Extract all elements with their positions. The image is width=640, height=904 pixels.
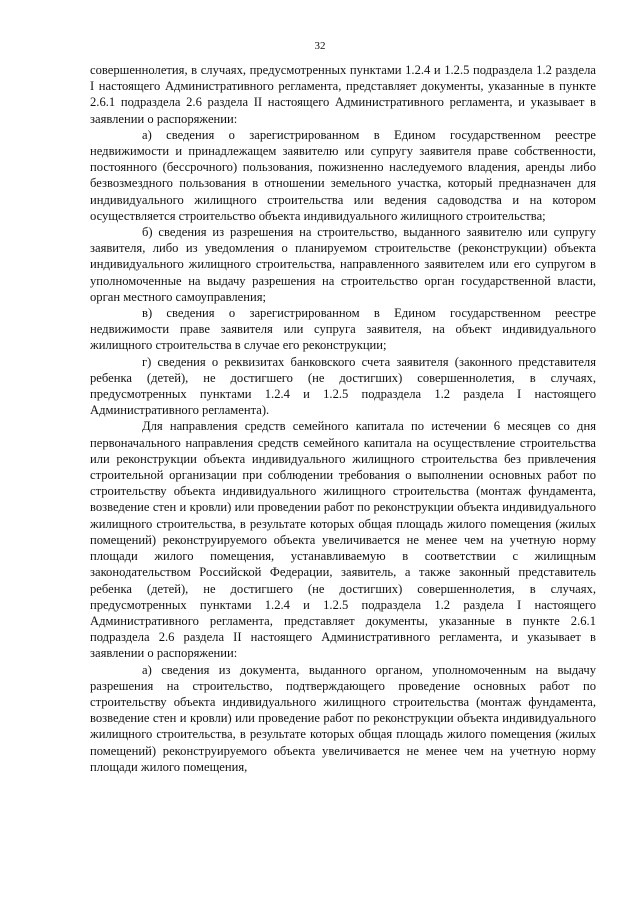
paragraph-second-item-a: а) сведения из документа, выданного органом, уполномоченным на выдачу разрешения на строительство, подтверждающего проведение основных работ по строительству объекта индивидуального жилищного строительства (монтаж фундамента, возведение стен и кровли) или проведение работ по реконструкции объекта индивидуального жилищного строительства, в результате которых общая площадь жилого помещения (жилых помещений) реконструируемого объекта увеличивается не менее чем на учетную норму площади жилого помещения, [90,662,596,774]
paragraph-second-case: Для направления средств семейного капитала по истечении 6 месяцев со дня первоначального направления средств семейного капитала на осуществление строительства или реконструкции объекта индивидуального жилищного строительства без привлечения строительной организации при соблюдении требования о выполнении основных работ по строительству объекта индивидуального жилищного строительства (монтаж фундамента, возведение стен и кровли) или проведении работ по реконструкции объекта индивидуального жилищного строительства, в результате которых общая площадь жилого помещения (жилых помещений) реконструируемого объекта увеличивается не менее чем на учетную норму площади жилого помещения, устанавливаемую в соответствии с жилищным законодательством Российской Федерации, заявитель, а также законный представитель ребенка (детей), не достигшего (не достигших) совершеннолетия, в случаях, предусмотренных пунктами 1.2.4 и 1.2.5 подраздела 1.2 раздела I настоящего Административного регламента, представляет документы, указанные в пункте 2.6.1 подраздела 2.6 раздела II настоящего Административного регламента, и указывает в заявлении о распоряжении: [90,419,596,661]
paragraph-item-a: а) сведения о зарегистрированном в Едином государственном реестре недвижимости и принадлежащем заявителю или супругу заявителя праве собственности, постоянного (бессрочного) пользования, пожизненно наследуемого владения, аренды либо безвозмездного пользования в отношении земельного участка, который предназначен для индивидуального жилищного строительства или ведения садоводства и на котором осуществляется строительство объекта индивидуального жилищного строительства; [90,127,596,223]
paragraph-item-v: в) сведения о зарегистрированном в Едином государственном реестре недвижимости праве заявителя или супруга заявителя, на объект индивидуального жилищного строительства в случае его реконструкции; [90,306,596,353]
page-number: 32 [314,40,326,52]
paragraph-intro-continuation: совершеннолетия, в случаях, предусмотренных пунктами 1.2.4 и 1.2.5 подраздела 1.2 раздела I настоящего Административного регламента, представляет документы, указанные в пункте 2.6.1 подраздела 2.6 раздела II настоящего Административного регламента, и указывает в заявлении о распоряжении: [90,63,596,126]
paragraph-item-b: б) сведения из разрешения на строительство, выданного заявителю или супругу заявителя, либо из уведомления о планируемом строительстве (реконструкции) объекта индивидуального жилищного строительства, направленного заявителем или его супругом в уполномоченные на выдачу разрешения на строительство орган государственной власти, орган местного самоуправления; [90,225,596,304]
document-body [90,62,596,775]
paragraph-item-g: г) сведения о реквизитах банковского счета заявителя (законного представителя ребенка (детей), не достигшего (не достигших) совершеннолетия, в случаях, предусмотренных пунктами 1.2.4 и 1.2.5 подраздела 1.2 раздела I настоящего Административного регламента). [90,354,596,418]
